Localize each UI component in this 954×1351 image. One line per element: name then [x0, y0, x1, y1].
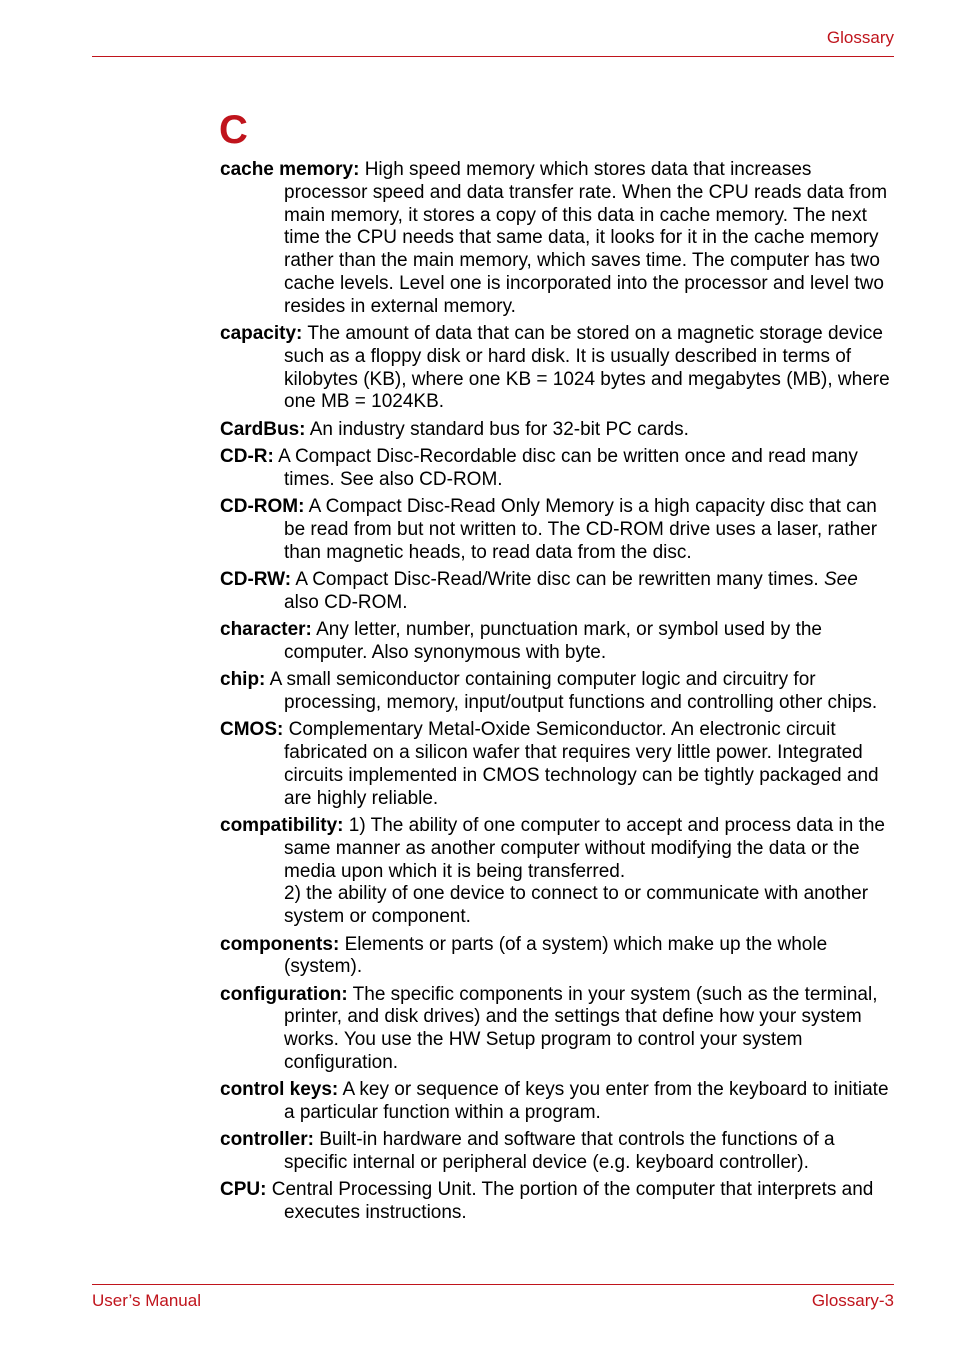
glossary-entry-cd-rom: [220, 496, 892, 564]
glossary-entries: [220, 159, 892, 1230]
entry-definition: A Compact Disc-Read/Write disc can be rewritten many times.: [295, 569, 819, 591]
footer-manual-title: User’s Manual: [92, 1291, 201, 1310]
entry-definition: An industry standard bus for 32-bit PC cards.: [309, 418, 689, 440]
entry-term: components:: [220, 933, 340, 955]
entry-term: CPU:: [220, 1179, 267, 1201]
glossary-entry-compatibility: [220, 815, 892, 929]
entry-term: character:: [220, 619, 312, 641]
entry-definition: Elements or parts (of a system) which make up the whole (system).: [284, 933, 828, 978]
entry-term: CMOS:: [220, 719, 284, 741]
footer-rule: [92, 1284, 894, 1285]
entry-term: capacity:: [220, 323, 303, 345]
entry-definition: 1) The ability of one computer to accept and process data in the same manner as another computer without modifying the data or the media upon which it is being transferred.: [284, 815, 885, 882]
entry-term: CardBus:: [220, 418, 306, 440]
entry-term: CD-ROM:: [220, 496, 305, 518]
entry-definition: The specific components in your system (such as the terminal, printer, and disk drives) and the settings that define how your system works. You use the HW Setup program to control your system configuration.: [284, 983, 878, 1073]
footer-page-number: Glossary-3: [811, 1291, 894, 1310]
glossary-entry-cache-memory: [220, 159, 892, 319]
header-section-label: Glossary: [826, 28, 894, 47]
entry-see-word: See: [823, 569, 858, 591]
glossary-entry-configuration: [220, 984, 892, 1075]
glossary-entry-control-keys: [220, 1079, 892, 1125]
entry-term: compatibility:: [220, 815, 344, 837]
glossary-entry-components: [220, 934, 892, 980]
entry-definition: High speed memory which stores data that increases processor speed and data transfer rate. When the CPU reads data from main memory, it stores a copy of this data in cache memory. The next time the CPU needs that same data, it looks for it in the cache memory rather than the main memory, which saves time. The computer has two cache levels. Level one is incorporated into the processor and level two resides in external memory.: [284, 159, 888, 317]
entry-term: configuration:: [220, 983, 348, 1005]
entry-definition: A small semiconductor containing computer logic and circuitry for processing, memory, input/output functions and controlling other chips.: [269, 669, 878, 714]
entry-definition: Complementary Metal-Oxide Semiconductor. An electronic circuit fabricated on a silicon wafer that requires very little power. Integrated circuits implemented in CMOS technology can be tightly packaged and are highly reliable.: [284, 719, 879, 809]
entry-term: CD-R:: [220, 446, 274, 468]
header-rule: [92, 56, 894, 57]
entry-definition: Any letter, number, punctuation mark, or symbol used by the computer. Also synonymous with byte.: [284, 619, 822, 663]
entry-definition: A Compact Disc-Recordable disc can be written once and read many times. See also CD-ROM.: [278, 446, 858, 490]
glossary-entry-cd-r: [220, 446, 892, 492]
entry-definition: A key or sequence of keys you enter from the keyboard to initiate a particular function within a program.: [284, 1079, 889, 1124]
glossary-entry-capacity: [220, 323, 892, 414]
glossary-entry-cmos: [220, 719, 892, 810]
glossary-entry-cardbus: [220, 419, 892, 442]
entry-term: chip:: [220, 669, 266, 691]
entry-definition: Central Processing Unit. The portion of the computer that interprets and executes instructions.: [271, 1179, 874, 1224]
entry-definition: The amount of data that can be stored on a magnetic storage device such as a floppy disk or hard disk. It is usually described in terms of kilobytes (KB), where one KB = 1024 bytes and megabytes (MB), where one MB = 1024KB.: [284, 323, 890, 413]
glossary-entry-controller: [220, 1129, 892, 1175]
entry-term: CD-RW:: [220, 569, 292, 591]
entry-term: control keys:: [220, 1079, 339, 1101]
glossary-entry-character: [220, 619, 892, 665]
glossary-entry-cd-rw: [220, 569, 892, 615]
glossary-entry-chip: [220, 669, 892, 715]
entry-see-rest: also CD-ROM.: [284, 591, 408, 613]
entry-term: cache memory:: [220, 159, 360, 180]
section-letter: C: [219, 108, 248, 152]
glossary-entry-cpu: [220, 1179, 892, 1225]
entry-definition-second: 2) the ability of one device to connect to or communicate with another system or component.: [284, 883, 869, 928]
entry-definition: A Compact Disc-Read Only Memory is a high capacity disc that can be read from but not written to. The CD-ROM drive uses a laser, rather than magnetic heads, to read data from the disc.: [284, 496, 878, 563]
entry-term: controller:: [220, 1129, 314, 1151]
entry-definition: Built-in hardware and software that controls the functions of a specific internal or peripheral device (e.g. keyboard controller).: [284, 1129, 835, 1174]
